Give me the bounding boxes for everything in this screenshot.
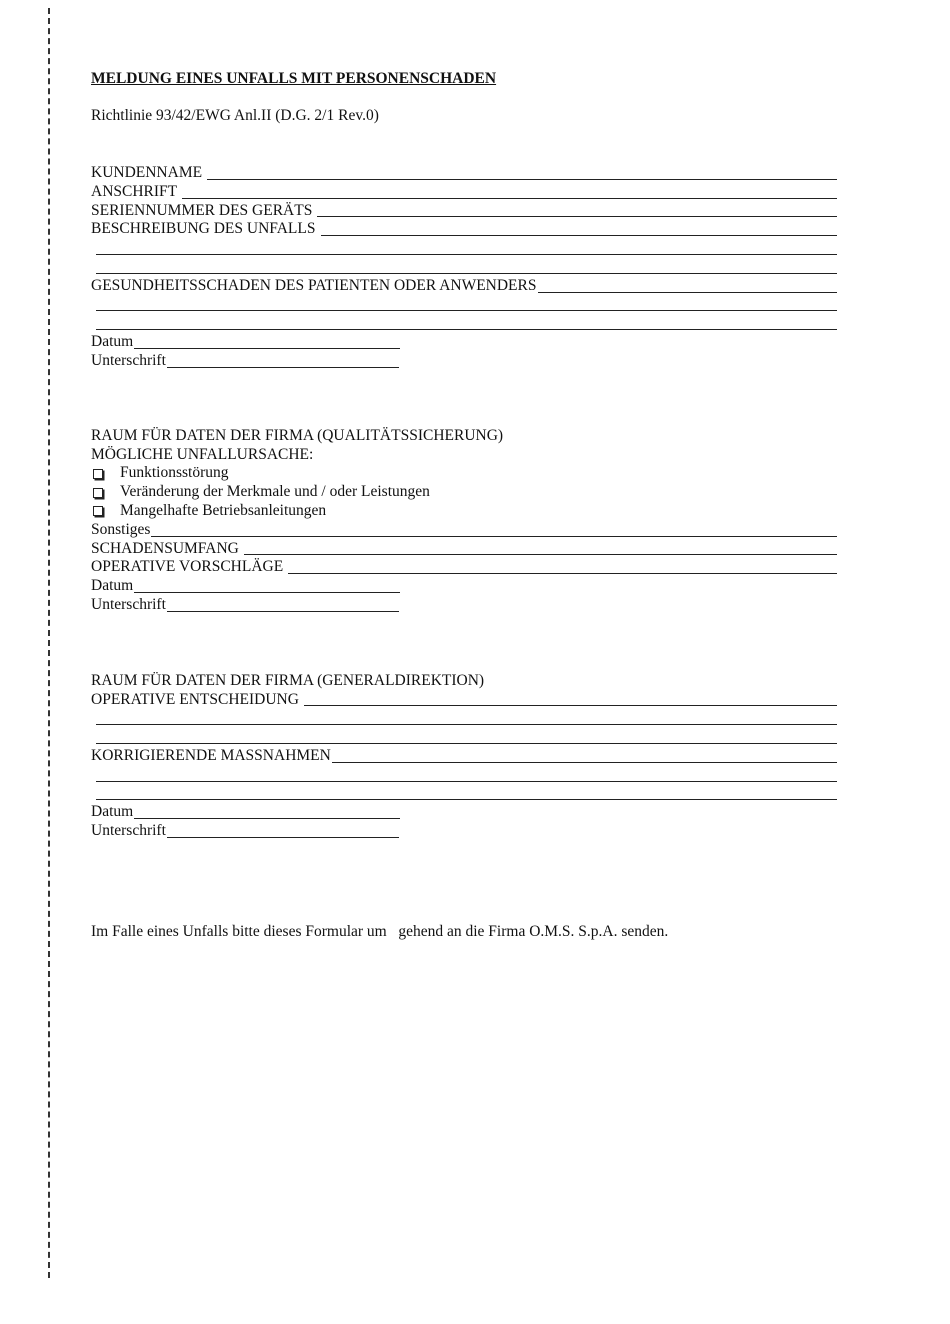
accident-description-continuation: [91, 258, 837, 277]
operative-decision-field[interactable]: [304, 705, 837, 706]
customer-name-field[interactable]: [207, 179, 837, 180]
date-label: Datum: [91, 333, 134, 351]
corrective-measures-row: [91, 747, 837, 766]
health-damage-row: [91, 277, 837, 296]
operative-proposals-label: OPERATIVE VORSCHLÄGE: [91, 558, 284, 576]
damage-extent-field[interactable]: [244, 554, 837, 555]
damage-extent-label: SCHADENSUMFANG: [91, 539, 239, 557]
address-field[interactable]: [182, 198, 837, 199]
operative-proposals-field[interactable]: [288, 573, 837, 574]
customer-name-row: [91, 164, 837, 183]
cause-option-faulty-instructions[interactable]: [91, 502, 837, 521]
operative-decision-continuation: [91, 728, 837, 747]
health-damage-field-line-3[interactable]: [96, 329, 837, 330]
accident-description-row: [91, 220, 837, 239]
serial-number-row: [91, 202, 837, 221]
directive-reference: Richtlinie 93/42/EWG Anl.II (D.G. 2/1 Rev.0): [91, 107, 379, 124]
customer-date-row: [91, 333, 837, 352]
cause-option-label: Veränderung der Merkmale und / oder Leistungen: [120, 483, 430, 501]
date-label: Datum: [91, 803, 134, 821]
accident-description-field-line-3[interactable]: [96, 273, 837, 274]
accident-report-form: [91, 70, 837, 942]
accident-description-continuation: [91, 239, 837, 258]
operative-decision-label: OPERATIVE ENTSCHEIDUNG: [91, 690, 299, 708]
checkbox-icon[interactable]: [93, 488, 103, 498]
corrective-measures-continuation: [91, 785, 837, 804]
operative-decision-field-line-2[interactable]: [96, 724, 837, 725]
signature-label: Unterschrift: [91, 822, 166, 840]
corrective-measures-continuation: [91, 766, 837, 785]
checkbox-icon[interactable]: [93, 506, 103, 516]
customer-signature-row: [91, 352, 837, 371]
signature-field[interactable]: [167, 837, 399, 838]
operative-decision-continuation: [91, 709, 837, 728]
date-field[interactable]: [134, 818, 400, 819]
cause-option-label: Mangelhafte Betriebsanleitungen: [120, 501, 327, 519]
corrective-measures-field[interactable]: [332, 762, 837, 763]
other-cause-field[interactable]: [151, 536, 837, 537]
health-damage-field-line-2[interactable]: [96, 310, 837, 311]
customer-name-label: KUNDENNAME: [91, 164, 203, 181]
serial-number-label: SERIENNUMMER DES GERÄTS: [91, 201, 313, 219]
signature-label: Unterschrift: [91, 595, 166, 613]
other-cause-label: Sonstiges: [91, 520, 151, 538]
accident-description-field[interactable]: [321, 235, 838, 236]
management-signature-row: [91, 822, 837, 841]
management-date-row: [91, 803, 837, 822]
cause-option-malfunction[interactable]: [91, 464, 837, 483]
quality-section-heading: RAUM FÜR DATEN DER FIRMA (QUALITÄTSSICHERUNG): [91, 426, 504, 444]
address-label: ANSCHRIFT: [91, 182, 178, 200]
cause-option-performance-change[interactable]: [91, 483, 837, 502]
signature-field[interactable]: [167, 611, 399, 612]
date-field[interactable]: [134, 348, 400, 349]
form-title: MELDUNG EINES UNFALLS MIT PERSONENSCHADEN: [91, 70, 497, 87]
possible-cause-label: MÖGLICHE UNFALLURSACHE:: [91, 445, 314, 463]
date-field[interactable]: [134, 592, 400, 593]
operative-decision-field-line-3[interactable]: [96, 743, 837, 744]
footer-instruction: Im Falle eines Unfalls bitte dieses Formular um gehend an die Firma O.M.S. S.p.A. senden.: [91, 922, 669, 940]
cause-option-label: Funktionsstörung: [120, 464, 229, 482]
signature-label: Unterschrift: [91, 351, 166, 369]
corrective-measures-field-line-3[interactable]: [96, 799, 837, 800]
health-damage-label: GESUNDHEITSSCHADEN DES PATIENTEN ODER ANWENDERS: [91, 276, 537, 294]
address-row: [91, 183, 837, 202]
health-damage-continuation: [91, 296, 837, 315]
accident-description-label: BESCHREIBUNG DES UNFALLS: [91, 220, 316, 238]
operative-decision-row: [91, 691, 837, 710]
cut-line: [48, 8, 50, 1278]
health-damage-field[interactable]: [538, 292, 838, 293]
checkbox-icon[interactable]: [93, 469, 103, 479]
operative-proposals-row: [91, 558, 837, 577]
serial-number-field[interactable]: [317, 216, 837, 217]
health-damage-continuation: [91, 314, 837, 333]
quality-signature-row: [91, 596, 837, 615]
corrective-measures-label: KORRIGIERENDE MASSNAHMEN: [91, 746, 331, 764]
management-section-heading: RAUM FÜR DATEN DER FIRMA (GENERALDIREKTION): [91, 671, 485, 689]
date-label: Datum: [91, 577, 134, 595]
corrective-measures-field-line-2[interactable]: [96, 781, 837, 782]
accident-description-field-line-2[interactable]: [96, 254, 837, 255]
signature-field[interactable]: [167, 367, 399, 368]
damage-extent-row: [91, 540, 837, 559]
quality-date-row: [91, 577, 837, 596]
other-cause-row: [91, 521, 837, 540]
